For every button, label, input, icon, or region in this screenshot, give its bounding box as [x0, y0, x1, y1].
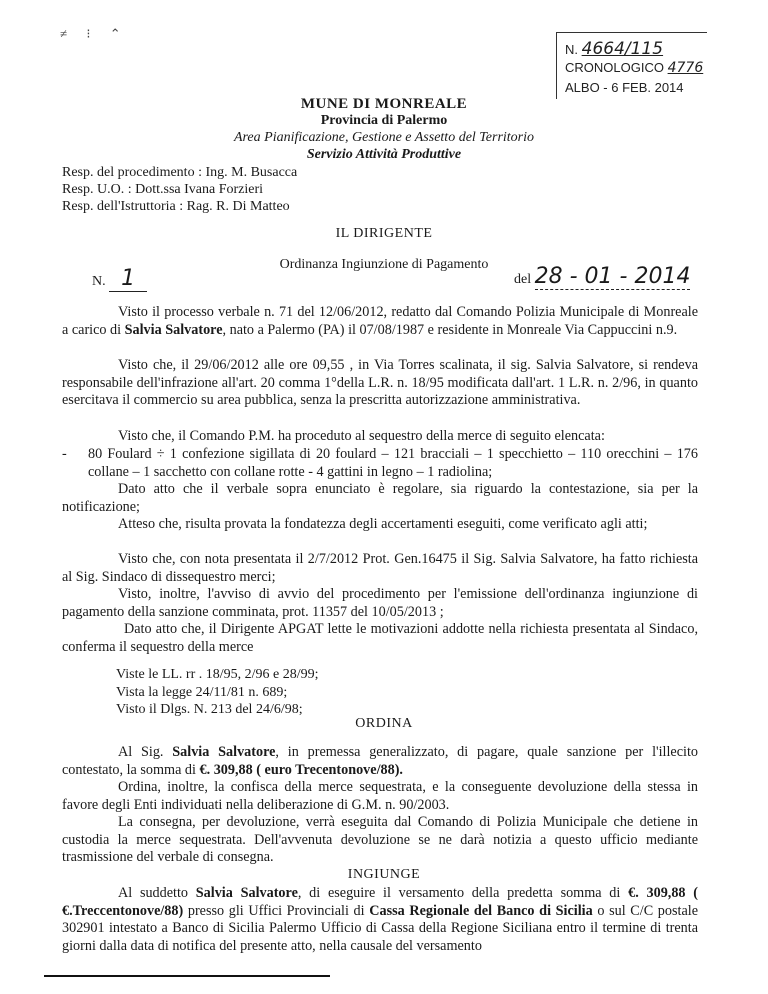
- o1-text-b: , in premessa generalizzato, di pagare, quale sanzione per l'illecito contestato, la somma di: [62, 744, 698, 778]
- o1-amount: €. 309,88 ( euro Trecentonove/88).: [199, 761, 403, 778]
- stamp-n-label: N.: [565, 42, 578, 57]
- i1-text-b: , di eseguire il versamento della predetta somma di: [297, 885, 629, 901]
- date-value: 28 - 01 - 2014: [534, 264, 691, 289]
- protocol-stamp: [556, 32, 707, 99]
- paragraph-avviso: Visto, inoltre, l'avviso di avvio del procedimento per l'emissione dell'ordinanza ingiunzione di pagamento della sanzione comminata, prot. 11357 del 10/05/2013 ;: [62, 586, 698, 620]
- i1-amount: €. 309,88 ( €.Treccentonove/88): [62, 885, 699, 919]
- stamp-number-line: [565, 39, 663, 59]
- municipality-title: MUNE DI MONREALE: [300, 96, 468, 112]
- dirigente-heading: IL DIRIGENTE: [335, 226, 433, 241]
- ordinance-number: [92, 266, 147, 292]
- service-name: Servizio Attività Produttive: [306, 147, 462, 162]
- ingiunge-heading: INGIUNGE: [347, 867, 421, 882]
- paragraph-atteso: Atteso che, risulta provata la fondatezza degli accertamenti eseguiti, come verificato agli atti;: [118, 516, 648, 532]
- law-ref-3: Visto il Dlgs. N. 213 del 24/6/98;: [116, 702, 303, 717]
- paragraph-infrazione: Visto che, il 29/06/2012 alle ore 09,55 , in Via Torres scalinata, il sig. Salvia Salvatore, si rendeva responsabile dell'infrazione all'art. 20 comma 1°della L.R. n. 18/95 modificata dall'art. 1 L.R. n. 2/96, in quanto esercitava il commercio su area pubblica, senza la prescritta autorizzazione amministrativa.: [62, 357, 698, 409]
- list-bullet: -: [62, 446, 67, 462]
- p1-text-a: Visto il processo verbale n. 71 del 12/06/2012, redatto dal Comando Polizia Municipale di Monreale a carico di: [62, 304, 698, 338]
- paragraph-ingiunge: [62, 885, 698, 955]
- paragraph-sequestro: Visto che, il Comando P.M. ha proceduto al sequestro della merce di seguito elencata:: [118, 428, 605, 444]
- i1-text-a: Al suddetto: [118, 885, 196, 901]
- stamp-n-value: 4664/115: [581, 39, 664, 59]
- paragraph-verbale: [62, 304, 698, 339]
- footer-rule: [44, 975, 330, 977]
- paragraph-dissequestro: Visto che, con nota presentata il 2/7/2012 Prot. Gen.16475 il Sig. Salvia Salvatore, ha fatto richiesta al Sig. Sindaco di dissequestro merci;: [62, 551, 698, 585]
- date-label: del: [514, 272, 532, 287]
- i1-name: Salvia Salvatore: [195, 885, 298, 901]
- stamp-albo-line: ALBO - 6 FEB. 2014: [565, 80, 684, 95]
- o1-text-a: Al Sig.: [118, 744, 173, 760]
- i1-text-c: presso gli Uffici Provinciali di: [183, 902, 370, 919]
- law-ref-2: Vista la legge 24/11/81 n. 689;: [116, 685, 288, 700]
- paragraph-confisca: Ordina, inoltre, la confisca della merce sequestrata, e la conseguente devoluzione della stessa in favore degli Enti individuati nella deliberazione di G.M. n. 90/2003.: [62, 779, 698, 813]
- resp-istruttoria: Resp. dell'Istruttoria : Rag. R. Di Matteo: [62, 199, 290, 214]
- paragraph-dirigente-apgat: Dato atto che, il Dirigente APGAT lette le motivazioni addotte nella richiesta presentata al Sindaco, conferma il sequestro della merce: [62, 621, 698, 655]
- resp-procedimento: Resp. del procedimento : Ing. M. Busacca: [62, 165, 298, 180]
- number-label: N.: [92, 274, 106, 289]
- corner-marks: ≠ ⁝ ⌃: [60, 26, 129, 41]
- area-name: Area Pianificazione, Gestione e Assetto del Territorio: [233, 130, 535, 145]
- document-subject: Ordinanza Ingiunzione di Pagamento: [279, 257, 489, 272]
- number-value: 1: [109, 266, 147, 292]
- paragraph-ordina-pagamento: [62, 744, 698, 779]
- stamp-register-value: 4776: [667, 60, 704, 76]
- seized-goods-list: 80 Foulard ÷ 1 confezione sigillata di 20 foulard – 121 bracciali – 1 specchietto – 110 orecchini – 176 collane – 1 sacchetto con collane rotte - 4 gattini in legno – 1 radiolina;: [88, 446, 698, 480]
- paragraph-regolare: Dato atto che il verbale sopra enunciato è regolare, sia riguardo la contestazione, sia per la notificazione;: [62, 481, 698, 515]
- p1-text-b: , nato a Palermo (PA) il 07/08/1987 e residente in Monreale Via Cappuccini n.9.: [222, 321, 678, 338]
- o1-name: Salvia Salvatore: [172, 744, 276, 760]
- i1-bank: Cassa Regionale del Banco di Sicilia: [369, 902, 593, 919]
- ordinance-date: [514, 264, 690, 289]
- stamp-register-label: CRONOLOGICO: [565, 60, 664, 75]
- resp-uo: Resp. U.O. : Dott.ssa Ivana Forzieri: [62, 182, 264, 197]
- law-ref-1: Viste le LL. rr . 18/95, 2/96 e 28/99;: [116, 667, 319, 682]
- ordina-heading: ORDINA: [355, 716, 413, 731]
- paragraph-consegna: La consegna, per devoluzione, verrà eseguita dal Comando di Polizia Municipale che detiene in custodia la merce sequestrata. Dell'avvenuta devoluzione se ne darà notizia a questo ufficio mediante trasmissione del verbale di consegna.: [62, 814, 698, 866]
- province-name: Provincia di Palermo: [320, 113, 448, 128]
- stamp-register-line: [565, 60, 703, 76]
- i1-text-d: o sul C/C postale 302901 intestato a Banco di Sicilia Palermo Ufficio di Cassa della Regione Siciliana entro il termine di trenta giorni dalla data di notifica del presente atto, nella causale del versamento: [62, 902, 698, 954]
- p1-name: Salvia Salvatore: [124, 321, 223, 338]
